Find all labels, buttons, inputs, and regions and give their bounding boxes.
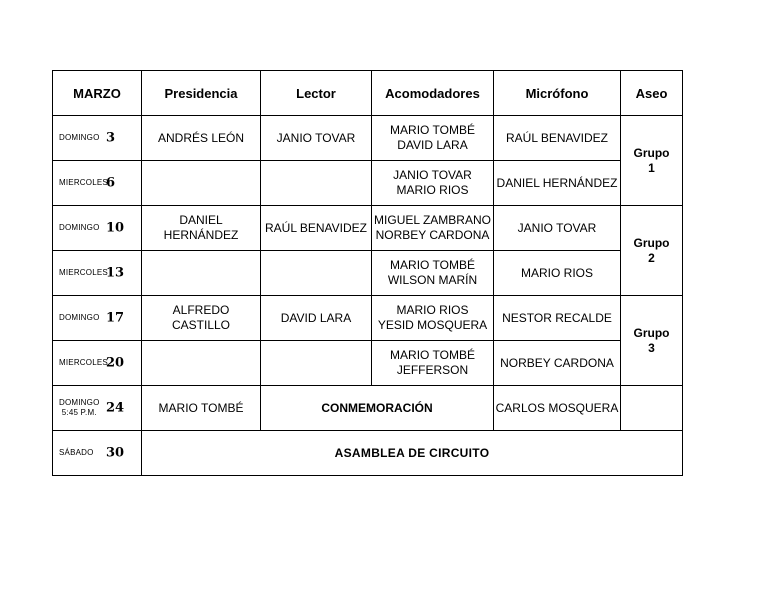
acomodadores-cell xyxy=(372,341,494,386)
acomodador-name: JANIO TOVAR xyxy=(393,168,472,182)
table-row xyxy=(53,386,683,431)
microfono-cell: CARLOS MOSQUERA xyxy=(494,386,621,431)
weekday-name: DOMINGO xyxy=(59,398,100,407)
table-row xyxy=(53,341,683,386)
lector-cell xyxy=(261,341,372,386)
conmemoracion-cell: CONMEMORACIÓN xyxy=(261,386,494,431)
weekday-label: MIERCOLES xyxy=(59,358,108,367)
microfono-cell: NESTOR RECALDE xyxy=(494,296,621,341)
aseo-header: Aseo xyxy=(621,71,683,116)
table-row xyxy=(53,206,683,251)
weekday-label: MIERCOLES xyxy=(59,178,108,187)
month-header: MARZO xyxy=(53,71,142,116)
acomodadores-cell xyxy=(372,161,494,206)
microfono-cell: JANIO TOVAR xyxy=(494,206,621,251)
presidencia-cell xyxy=(142,251,261,296)
acomodadores-header: Acomodadores xyxy=(372,71,494,116)
acomodador-name: JEFFERSON xyxy=(396,363,469,377)
date-cell xyxy=(53,116,142,161)
day-number: 30 xyxy=(106,445,125,461)
microfono-cell: MARIO RIOS xyxy=(494,251,621,296)
aseo-group-cell xyxy=(621,206,683,296)
presidencia-cell: ALFREDO CASTILLO xyxy=(142,296,261,341)
acomodadores-cell xyxy=(372,116,494,161)
aseo-group-number: 3 xyxy=(648,340,655,355)
acomodador-name: MARIO RIOS xyxy=(396,183,469,197)
aseo-group-number: 1 xyxy=(648,160,655,175)
day-number: 20 xyxy=(106,355,125,371)
table-row xyxy=(53,116,683,161)
aseo-empty-cell xyxy=(621,386,683,431)
presidencia-cell xyxy=(142,341,261,386)
acomodador-name: WILSON MARÍN xyxy=(387,273,478,287)
acomodador-name: MARIO TOMBÉ xyxy=(390,123,475,137)
acomodadores-cell xyxy=(372,206,494,251)
day-number: 17 xyxy=(106,310,125,326)
aseo-group-number: 2 xyxy=(648,250,655,265)
day-number: 24 xyxy=(106,400,125,416)
date-cell xyxy=(53,251,142,296)
date-cell xyxy=(53,296,142,341)
weekday-label xyxy=(59,398,100,418)
weekday-label: DOMINGO xyxy=(59,133,100,142)
acomodador-name: NORBEY CARDONA xyxy=(375,228,490,242)
acomodador-name: MIGUEL ZAMBRANO xyxy=(374,213,491,227)
day-number: 13 xyxy=(106,265,125,281)
lector-cell: RAÚL BENAVIDEZ xyxy=(261,206,372,251)
presidencia-header: Presidencia xyxy=(142,71,261,116)
schedule-table xyxy=(52,70,683,476)
weekday-label: SÁBADO xyxy=(59,448,94,457)
acomodador-name: DAVID LARA xyxy=(397,138,468,152)
weekday-label: DOMINGO xyxy=(59,223,100,232)
date-cell xyxy=(53,341,142,386)
acomodadores-cell xyxy=(372,296,494,341)
presidencia-cell xyxy=(142,161,261,206)
weekday-label: DOMINGO xyxy=(59,313,100,322)
table-row xyxy=(53,251,683,296)
date-cell xyxy=(53,161,142,206)
lector-cell: DAVID LARA xyxy=(261,296,372,341)
day-number: 3 xyxy=(106,130,116,146)
lector-cell: JANIO TOVAR xyxy=(261,116,372,161)
weekday-label: MIERCOLES xyxy=(59,268,108,277)
table-row xyxy=(53,431,683,476)
acomodador-name: YESID MOSQUERA xyxy=(377,318,488,332)
lector-cell xyxy=(261,251,372,296)
table-row xyxy=(53,296,683,341)
microfono-header: Micrófono xyxy=(494,71,621,116)
aseo-group-cell xyxy=(621,296,683,386)
presidencia-cell: DANIEL HERNÁNDEZ xyxy=(142,206,261,251)
microfono-cell: DANIEL HERNÁNDEZ xyxy=(494,161,621,206)
date-cell xyxy=(53,386,142,431)
date-cell xyxy=(53,206,142,251)
asamblea-banner: ASAMBLEA DE CIRCUITO xyxy=(142,431,683,476)
presidencia-cell: MARIO TOMBÉ xyxy=(142,386,261,431)
aseo-group-word: Grupo xyxy=(633,145,670,160)
microfono-cell: NORBEY CARDONA xyxy=(494,341,621,386)
acomodador-name: MARIO TOMBÉ xyxy=(390,348,475,362)
lector-cell xyxy=(261,161,372,206)
microfono-cell: RAÚL BENAVIDEZ xyxy=(494,116,621,161)
acomodador-name: MARIO RIOS xyxy=(396,303,469,317)
day-number: 6 xyxy=(106,175,116,191)
lector-header: Lector xyxy=(261,71,372,116)
aseo-group-word: Grupo xyxy=(633,235,670,250)
day-number: 10 xyxy=(106,220,125,236)
aseo-group-cell xyxy=(621,116,683,206)
aseo-group-word: Grupo xyxy=(633,325,670,340)
date-cell xyxy=(53,431,142,476)
table-row xyxy=(53,161,683,206)
presidencia-cell: ANDRÉS LEÓN xyxy=(142,116,261,161)
acomodador-name: MARIO TOMBÉ xyxy=(390,258,475,272)
header-row xyxy=(53,71,683,116)
event-time: 5:45 P.M. xyxy=(61,408,97,417)
acomodadores-cell xyxy=(372,251,494,296)
